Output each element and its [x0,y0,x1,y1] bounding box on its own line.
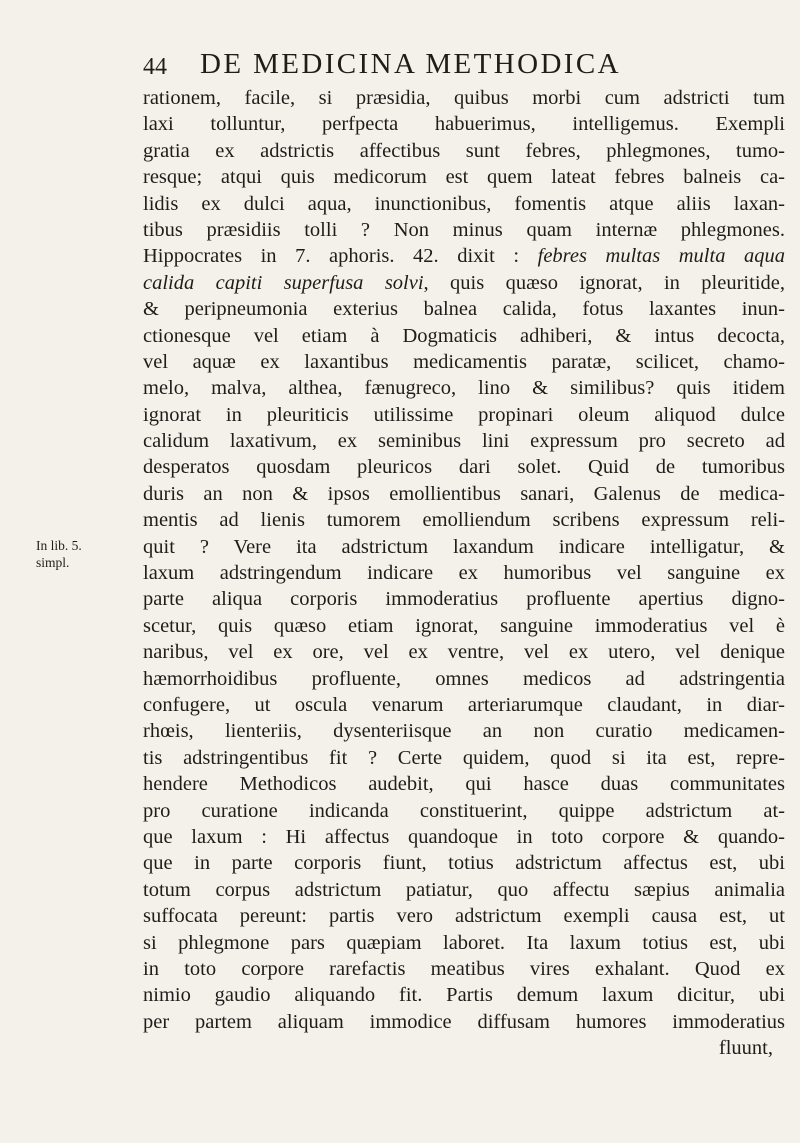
running-title: DE MEDICINA METHODICA [200,48,621,80]
text-line: quit ? Vere ita adstrictum laxandum indicare intelligatur, & [143,535,785,558]
text-line: confugere, ut osculа venarum arteriarumque claudant, in diar- [143,693,785,716]
text-line: & peripneumonia exterius balnea calida, fotus laxantes inun- [143,298,785,321]
body-text [143,85,785,1061]
text-line: rationem, facile, si præsidia, quibus morbi cum adstricti tum [143,87,785,109]
page-header [143,48,783,84]
text-line: parte aliqua corporis immoderatius profluente apertius digno- [143,588,785,611]
page-number: 44 [143,54,167,80]
text-line: Hippocrates in 7. aphoris. 42. dixit : febres multas multa aqua [143,245,785,268]
text-line: resque; atqui quis medicorum est quem lateat febres balneis ca- [143,166,785,189]
text-line: que laxum : Hi affectus quandoque in toto corpore & quando- [143,825,785,848]
text-line: suffocata pereunt: partis vero adstrictum exempli causa est, ut [143,905,785,928]
text-line: lidis ex dulci aqua, inunctionibus, fomentis atque aliis laxan- [143,192,785,215]
text-line: si phlegmone pars quæpiam laboret. Ita laxum totius est, ubi [143,931,785,954]
text-line: hendere Methodicos audebit, qui hasce duas communitates [143,773,785,796]
text-line: totum corpus adstrictum patiatur, quo affectu sæpius animalia [143,878,785,901]
text-line: calida capiti superfusa solvi, quis quæso ignorat, in pleuritide, [143,271,785,294]
text-line: naribus, vel ex ore, vel ex ventre, vel ex utero, vel denique [143,641,785,664]
text-line: hæmorrhoidibus profluente, omnes medicos ad adstringentia [143,667,785,690]
text-line: in toto corpore rarefactis meatibus vires exhalant. Quod ex [143,957,785,980]
text-line: pro curatione indicanda constituerint, quippe adstrictum at- [143,799,785,822]
text-line: per partem aliquam immodice diffusam humores immoderatius [143,1010,785,1033]
text-line: gratia ex adstrictis affectibus sunt febres, phlegmones, tumo- [143,139,785,162]
text-line: vel aquæ ex laxantibus medicamentis paratæ, scilicet, chamo- [143,350,785,373]
text-line: que in parte corporis fiunt, totius adstrictum affectus est, ubi [143,852,785,875]
text-line: fluunt, [718,1037,773,1060]
text-line: ignorat in pleuriticis utilissime propinari oleum aliquod dulce [143,403,785,426]
text-line: laxi tolluntur, perfpecta habuerimus, intelligemus. Exempli [143,113,785,136]
margin-note [36,537,126,571]
text-line: scetur, quis quæso etiam ignorat, sanguine immoderatius vel è [143,614,785,637]
text-line: nimio gaudio aliquando fit. Partis demum laxum dicitur, ubi [143,984,785,1007]
text-line: tis adstringentibus fit ? Certe quidem, quod si ita est, repre- [143,746,785,769]
text-line: mentis ad lienis tumorem emolliendum scribens expressum reli- [143,509,785,532]
text-line: laxum adstringendum indicare ex humoribus vel sanguine ex [143,562,785,585]
text-line: duris an non & ipsos emollientibus sanari, Galenus de medica- [143,482,785,505]
margin-note-line: In lib. 5. [36,538,82,553]
text-line: calidum laxativum, ex seminibus lini expressum pro secreto ad [143,430,785,453]
text-line: tibus præsidiis tolli ? Non minus quam internæ phlegmones. [143,218,785,241]
text-line: ctionesque vel etiam à Dogmaticis adhiberi, & intus decocta, [143,324,785,347]
text-line: melo, malva, althea, fænugreco, lino & similibus? quis itidem [143,377,785,400]
text-line: rhœis, lienteriis, dysenteriisque an non curatio medicamen- [143,720,785,743]
margin-note-line: simpl. [36,555,70,570]
text-line: desperatos quosdam pleuricos dari solet. Quid de tumoribus [143,456,785,479]
